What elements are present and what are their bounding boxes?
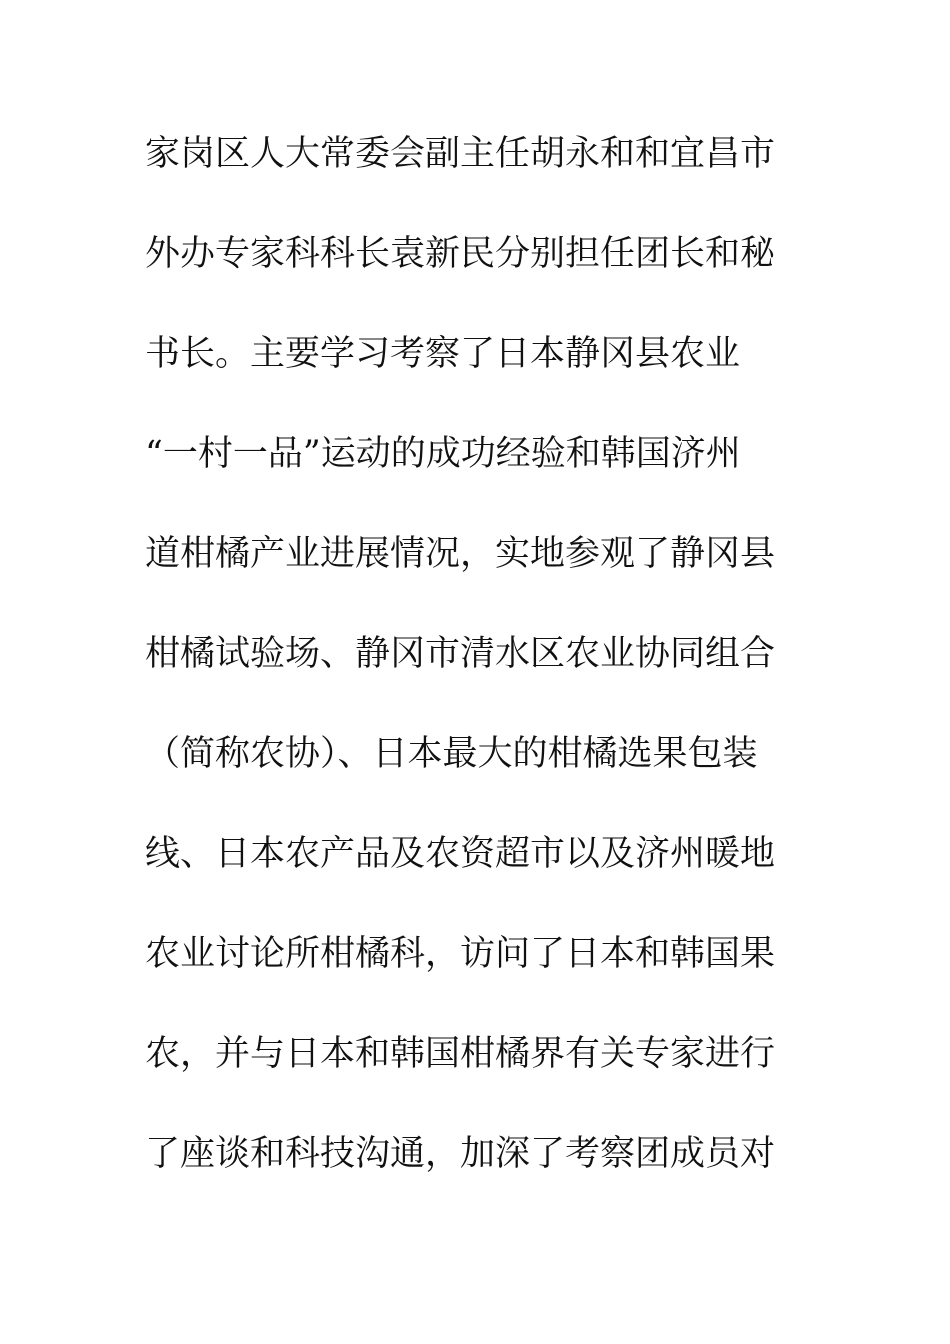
- text-line-8: 线、日本农产品及农资超市以及济州暖地: [145, 834, 776, 874]
- text-line-10: 农，并与日本和韩国柑橘界有关专家进行: [145, 1034, 776, 1074]
- text-line-9: 农业讨论所柑橘科，访问了日本和韩国果: [145, 934, 776, 974]
- text-line-5: 道柑橘产业进展情况，实地参观了静冈县: [145, 534, 776, 574]
- text-line-3: 书长。主要学习考察了日本静冈县农业: [145, 334, 741, 374]
- text-line-2: 外办专家科科长袁新民分别担任团长和秘: [145, 234, 776, 274]
- text-line-7: （简称农协）、日本最大的柑橘选果包装: [145, 734, 758, 774]
- text-line-6: 柑橘试验场、静冈市清水区农业协同组合: [145, 634, 776, 674]
- body-text: [145, 124, 785, 1224]
- text-line-11: 了座谈和科技沟通，加深了考察团成员对: [145, 1134, 776, 1174]
- text-line-1: 家岗区人大常委会副主任胡永和和宜昌市: [145, 134, 776, 174]
- text-line-4: “一村一品”运动的成功经验和韩国济州: [145, 434, 741, 474]
